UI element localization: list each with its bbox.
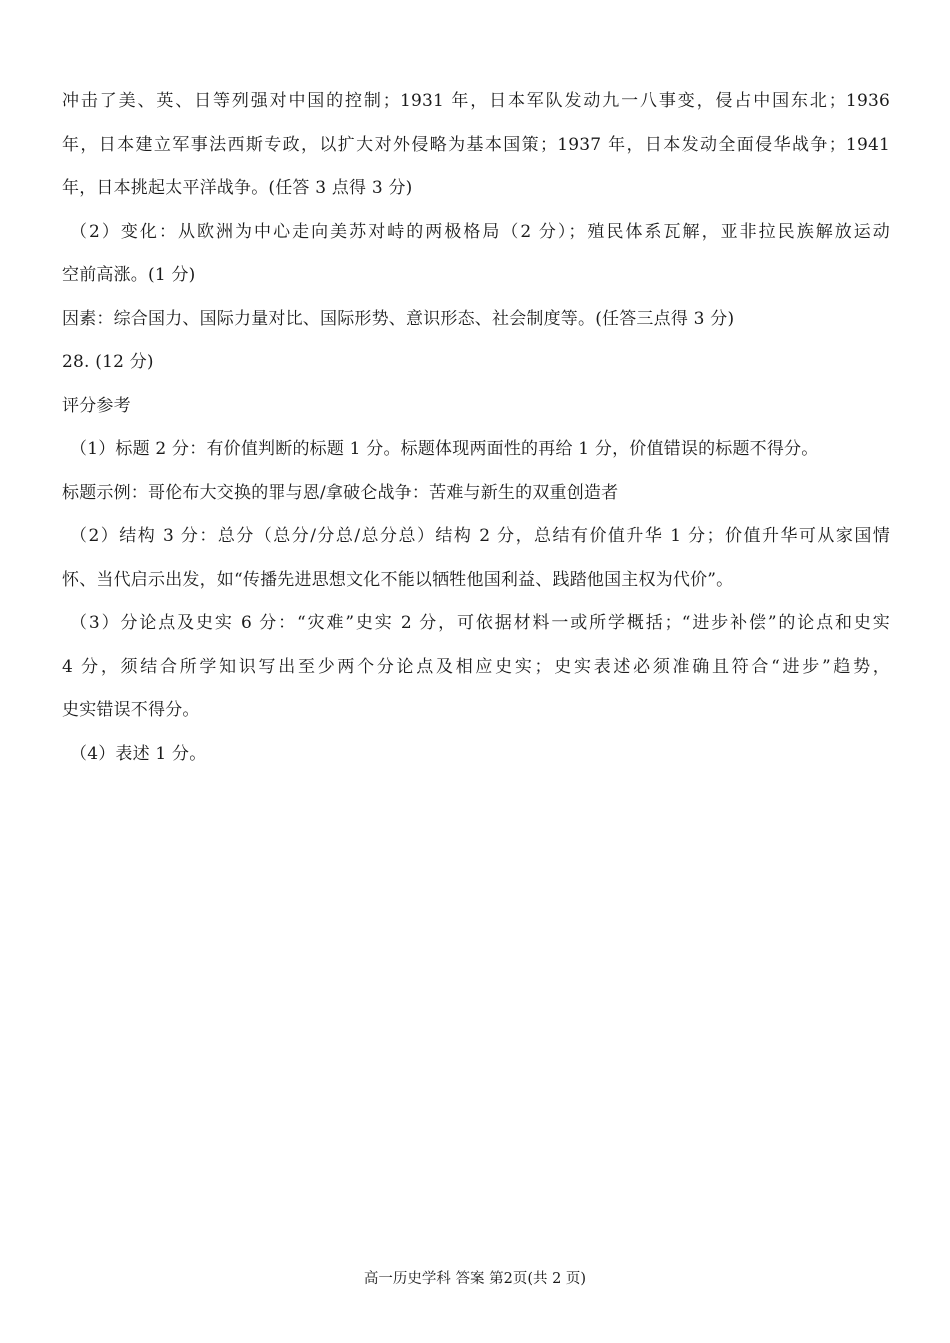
text-line: 史实错误不得分。 [62, 700, 200, 720]
text-line: （2）结构 3 分：总分（总分/分总/总分总）结构 2 分，总结有价值升华 1 分；价值升华可从家国情 [70, 526, 890, 546]
page-footer: 高一历史学科 答案 第2页(共 2 页) [363, 1271, 587, 1287]
text-line: 年，日本挑起太平洋战争。(任答 3 点得 3 分) [62, 178, 413, 198]
text-line: （1）标题 2 分：有价值判断的标题 1 分。标题体现两面性的再给 1 分，价值错误的标题不得分。 [70, 439, 819, 459]
text-line: 4 分，须结合所学知识写出至少两个分论点及相应史实；史实表述必须准确且符合“进步”趋势， [62, 656, 890, 677]
section-heading: 评分参考 [62, 395, 131, 416]
text-line: 标题示例：哥伦布大交换的罪与恩/拿破仑战争：苦难与新生的双重创造者 [62, 482, 619, 503]
text-line: 冲击了美、英、日等列强对中国的控制；1931 年，日本军队发动九一八事变，侵占中国东北；1936 [62, 91, 890, 111]
text-line: （4）表述 1 分。 [70, 743, 207, 764]
text-line: 空前高涨。(1 分) [62, 265, 196, 285]
question-number: 28. (12 分) [62, 352, 154, 372]
text-line: （2）变化：从欧洲为中心走向美苏对峙的两极格局（2 分）；殖民体系瓦解，亚非拉民族解放运动 [70, 221, 890, 242]
text-line: 年，日本建立军事法西斯专政，以扩大对外侵略为基本国策；1937 年，日本发动全面侵华战争；1941 [62, 134, 890, 155]
text-line: 怀、当代启示出发，如“传播先进思想文化不能以牺牲他国利益、践踏他国主权为代价”。 [62, 569, 734, 590]
text-line: 因素：综合国力、国际力量对比、国际形势、意识形态、社会制度等。(任答三点得 3 分) [62, 308, 735, 329]
text-line: （3）分论点及史实 6 分：“灾难”史实 2 分，可依据材料一或所学概括；“进步补偿”的论点和史实 [70, 613, 890, 633]
answer-content [62, 80, 890, 776]
